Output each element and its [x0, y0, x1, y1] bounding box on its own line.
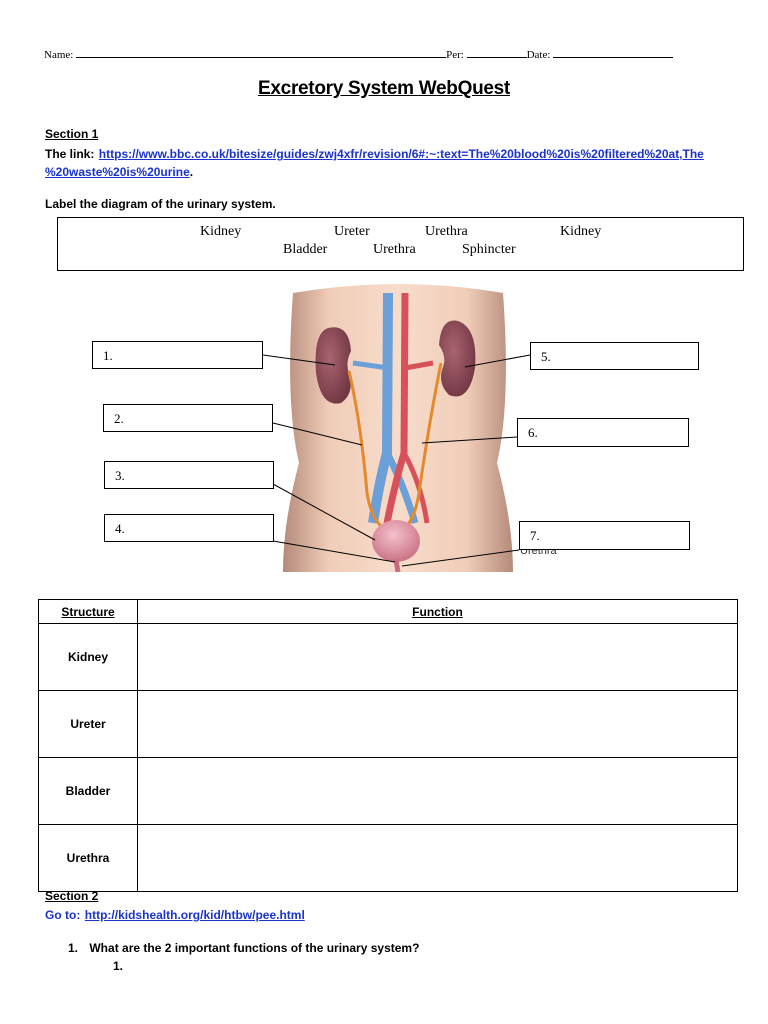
table-header-row	[39, 600, 738, 624]
word-bladder: Bladder	[283, 242, 328, 257]
header-structure: Structure	[39, 600, 138, 624]
word-ureter: Ureter	[334, 224, 370, 239]
page-title: Excretory System WebQuest	[258, 78, 510, 99]
header-function: Function	[138, 600, 738, 624]
section2-heading: Section 2	[45, 889, 99, 903]
row-structure-kidney: Kidney	[39, 624, 138, 691]
word-kidney-1: Kidney	[200, 224, 242, 239]
structure-function-table	[38, 599, 738, 892]
kidshealth-link[interactable]: http://kidshealth.org/kid/htbw/pee.html	[84, 908, 305, 922]
row-structure-ureter: Ureter	[39, 691, 138, 758]
word-kidney-2: Kidney	[560, 224, 602, 239]
bbc-link-line1[interactable]: https://www.bbc.co.uk/bitesize/guides/zwj4xfr/revision/6#:~:text=The%20blood%20is%20filtered%20at,The	[98, 147, 704, 161]
label-box-2[interactable]: 2.	[103, 404, 273, 432]
table-row	[39, 624, 738, 691]
per-label: Per:	[446, 49, 464, 61]
link-suffix: .	[189, 165, 194, 179]
label-box-7[interactable]: 7.	[519, 521, 690, 550]
word-urethra-2: Urethra	[373, 242, 416, 257]
label-box-6[interactable]: 6.	[517, 418, 689, 447]
name-label: Name:	[44, 49, 74, 61]
label-box-4[interactable]: 4.	[104, 514, 274, 542]
row-structure-urethra: Urethra	[39, 825, 138, 892]
question-1	[68, 941, 419, 955]
label-box-1[interactable]: 1.	[92, 341, 263, 369]
row-structure-bladder: Bladder	[39, 758, 138, 825]
label-box-3[interactable]: 3.	[104, 461, 274, 489]
goto-label: Go to:	[45, 908, 81, 922]
row-function-bladder[interactable]	[138, 758, 738, 825]
section2-goto	[45, 906, 305, 924]
section1-heading: Section 1	[45, 127, 99, 141]
row-function-ureter[interactable]	[138, 691, 738, 758]
question-1-sub-1: 1.	[113, 959, 124, 973]
table-row	[39, 758, 738, 825]
date-label: Date:	[526, 49, 551, 61]
table-row	[39, 825, 738, 892]
table-row	[39, 691, 738, 758]
label-box-5[interactable]: 5.	[530, 342, 699, 370]
question-1-number: 1.	[68, 941, 79, 955]
word-sphincter: Sphincter	[462, 242, 516, 257]
row-function-urethra[interactable]	[138, 825, 738, 892]
word-urethra-1: Urethra	[425, 224, 468, 239]
bbc-link-line2[interactable]: %20waste%20is%20urine	[45, 165, 190, 179]
row-function-kidney[interactable]	[138, 624, 738, 691]
question-1-text: What are the 2 important functions of the urinary system?	[89, 941, 420, 955]
diagram-instruction: Label the diagram of the urinary system.	[45, 197, 276, 211]
link-prefix: The link:	[45, 147, 95, 161]
